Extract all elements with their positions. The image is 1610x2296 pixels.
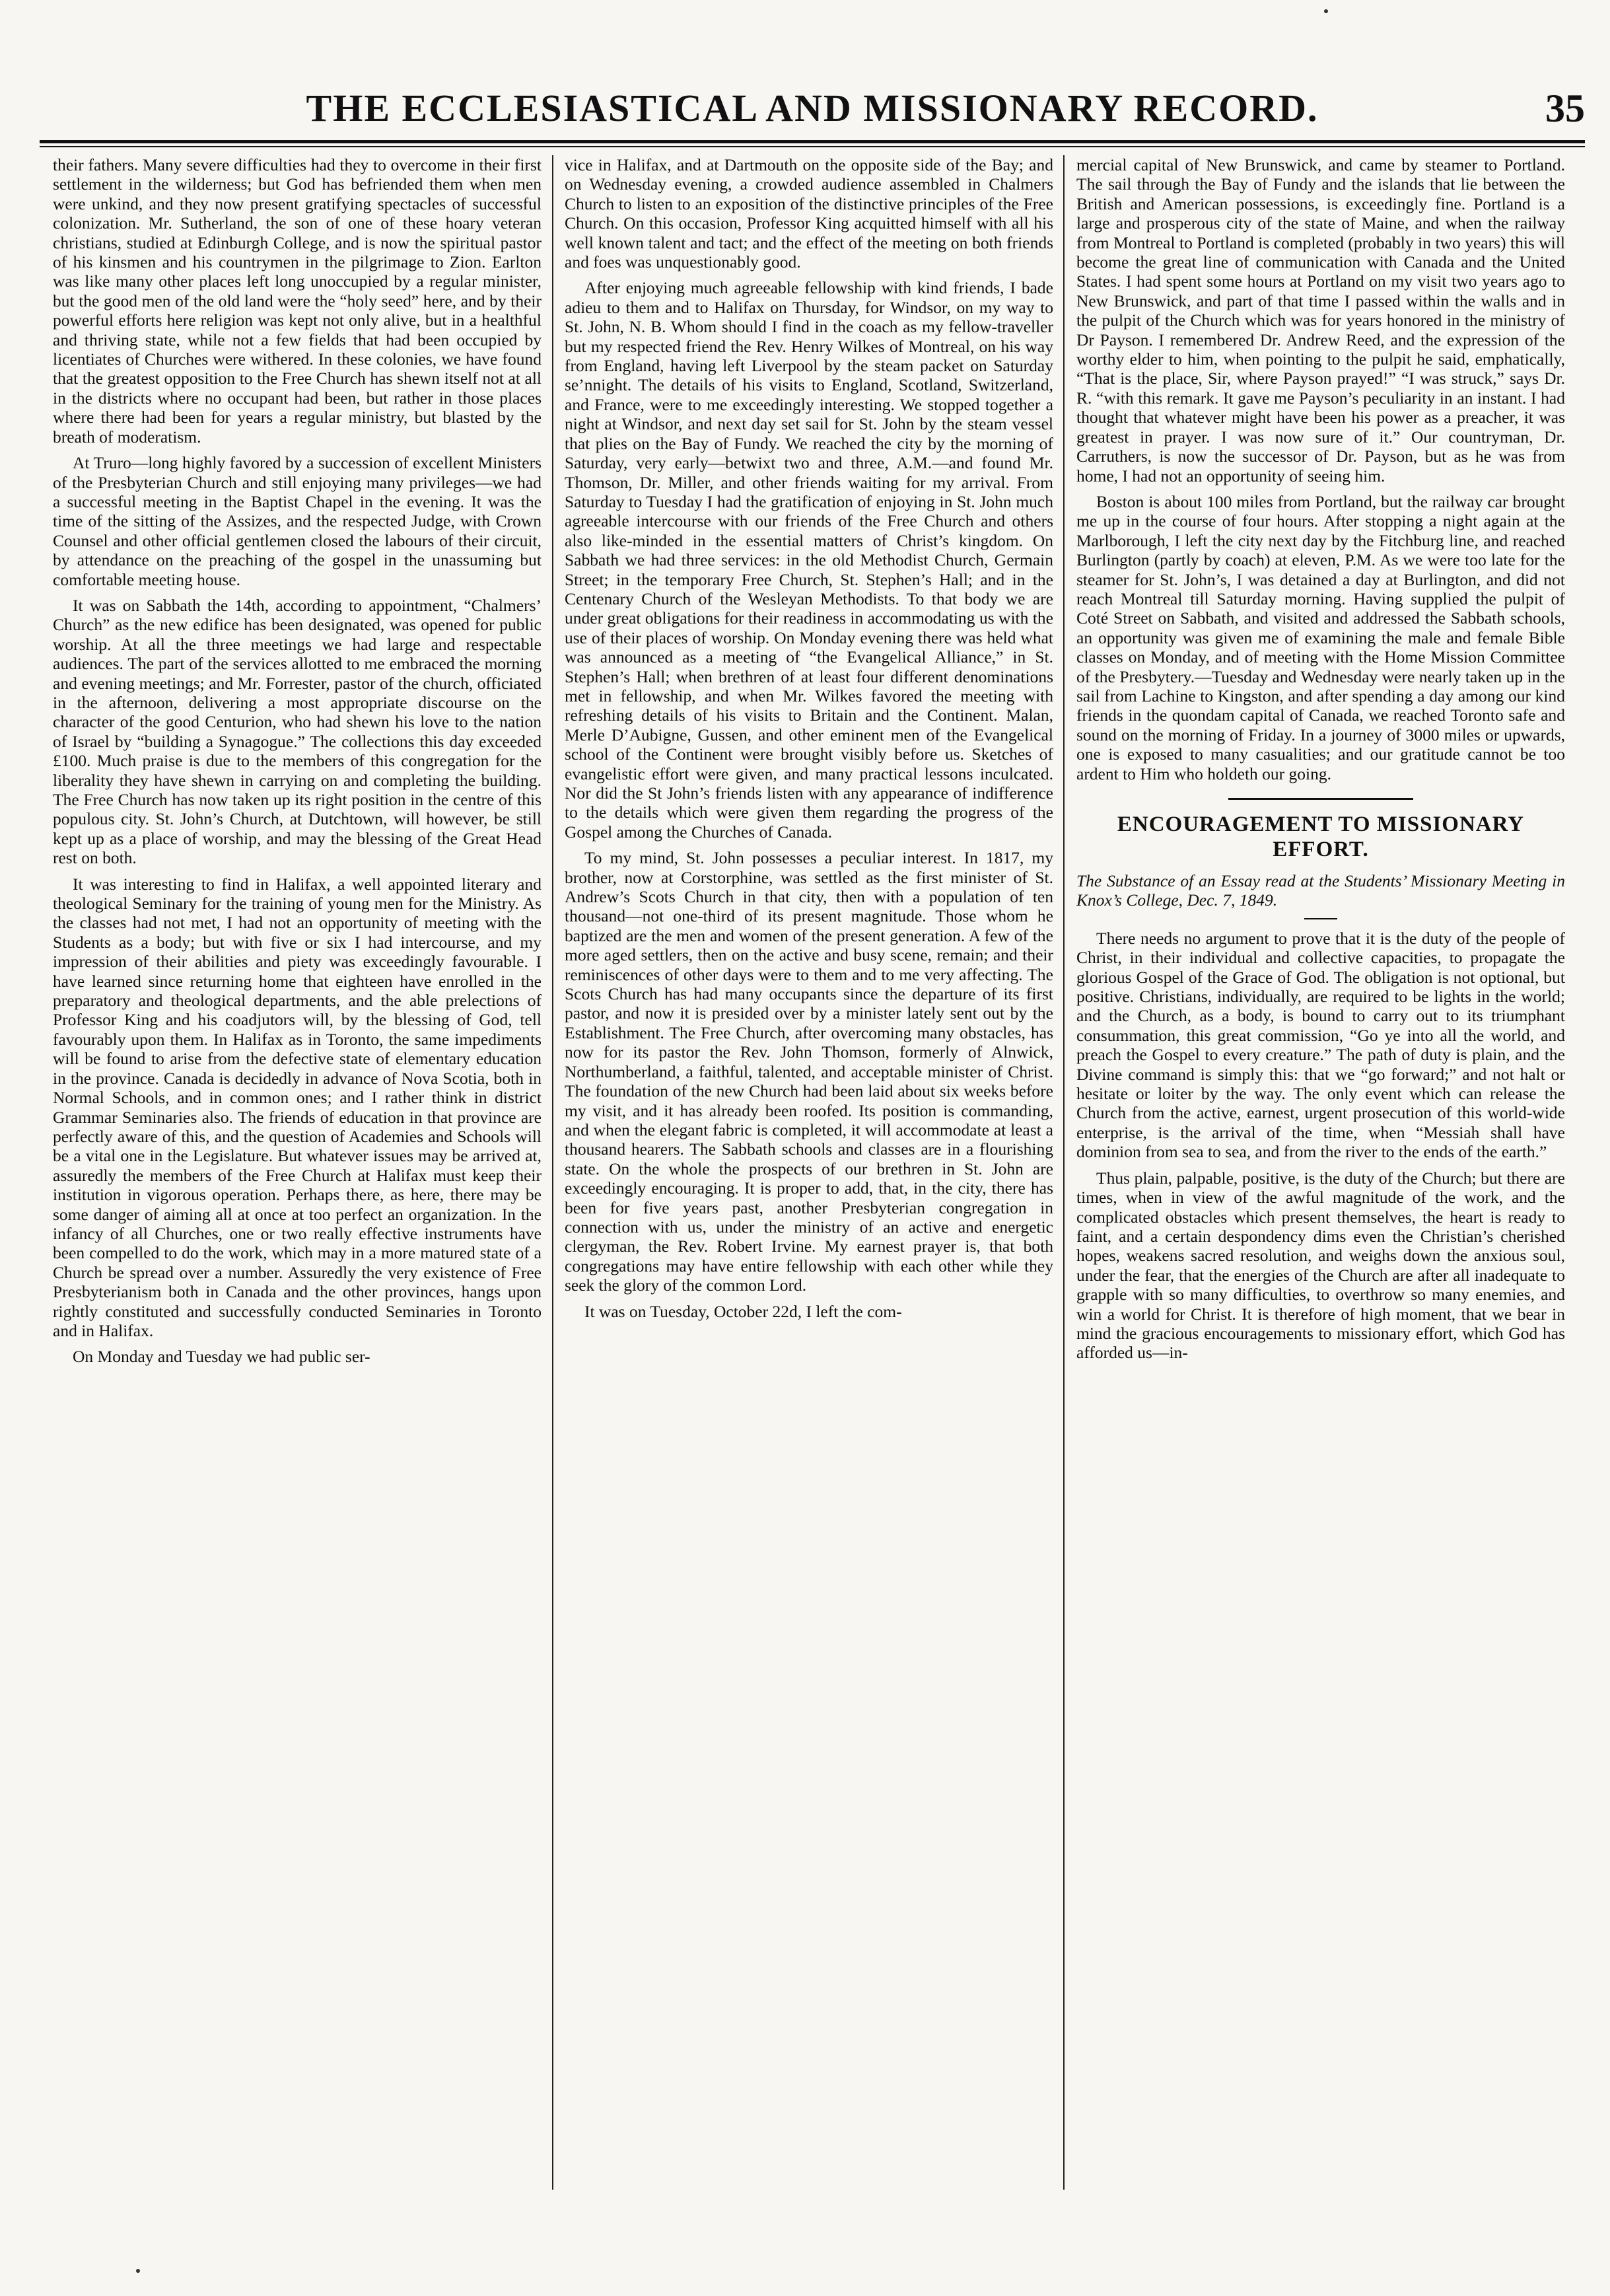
paragraph: It was on Sabbath the 14th, according to appointment, “Chalmers’ Church” as the new edifice has been designated, was opened for public worship. At all the three meetings we had large and respectable audiences. The part of the services allotted to me embraced the morning and evening meetings; and Mr. Forrester, pastor of the church, officiated in the afternoon, delivering a most appropriate discourse on the character of the good Centurion, who had shewn his love to the nation of Israel by “building a Synagogue.” The collections this day exceeded £100. Much praise is due to the members of this congregation for the liberality they have shewn in carrying on and completing the building. The Free Church has now taken up its right position in the centre of this populous city. St. John’s Church, at Dutchtown, will however, be still kept up as a place of worship, and may the blessing of the Great Head rest on both.	[53, 595, 542, 868]
print-speck	[1324, 9, 1328, 13]
paragraph: mercial capital of New Brunswick, and came by steamer to Portland. The sail through the Bay of Fundy and the islands that lie between the British and American possessions, is exceedingly fine. Portland is a large and prosperous city of the state of Maine, and when the railway from Montreal to Portland is completed (probably in two years) this will become the great line of communication with Canada and the United States. I had spent some hours at Portland on my visit two years ago to New Brunswick, and part of that time I passed within the walls and in the pulpit of the Church which was for years honored in the ministry of Dr Payson. I remembered Dr. Andrew Reed, and the expression of the worthy elder to him, when pointing to the pulpit he said, emphatically, “That is the place, Sir, where Payson prayed!” “I was struck,” says Dr. R. “with this remark. It gave me Payson’s peculiarity in an instant. I had thought that whatever might have been his power as a preacher, it was greatest in prayer. I was now sure of it.” Our countryman, Dr. Carruthers, is now the successor of Dr. Payson, but as he was from home, I had not an opportunity of seeing him.	[1076, 155, 1565, 485]
paragraph: vice in Halifax, and at Dartmouth on the opposite side of the Bay; and on Wednesday evening, a crowded audience assembled in Chalmers Church to listen to an exposition of the distinctive principles of the Free Church. On this occasion, Professor King acquitted himself with all his well known talent and tact; and the effect of the meeting on both friends and foes was unquestionably good.	[565, 155, 1053, 272]
paragraph: It was interesting to find in Halifax, a well appointed literary and theological Seminary for the training of young men for the Ministry. As the classes had not met, I had not an opportunity of meeting with the Students as a body; but with five or six I had intercourse, and my impression of their abilities and piety was exceedingly favourable. I have learned since returning home that eighteen have enrolled in the preparatory and theological departments, and the able prelections of Professor King and his coadjutors will, by the blessing of God, tell favourably upon them. In Halifax as in Toronto, the same impediments will be found to arise from the defective state of elementary education in the province. Canada is decidedly in advance of Nova Scotia, both in Normal Schools, and in common ones; and I rather think in district Grammar Seminaries also. The friends of education in that province are perfectly aware of this, and the question of Academies and Schools will be a vital one in the Legislature. But whatever issues may be arrived at, assuredly the members of the Free Church at Halifax must keep their institution in vigorous operation. Perhaps there, as here, there may be some danger of aiming all at once at too perfect an organization. In the infancy of all Churches, one or two really effective instruments have been compelled to do the work, which may in a more matured state of a Church be spread over a number. Assuredly the very existence of Free Presbyterianism both in Canada and the other provinces, hangs upon rightly constituted and successfully conducted Seminaries in Toronto and in Halifax.	[53, 874, 542, 1340]
paragraph: After enjoying much agreeable fellowship with kind friends, I bade adieu to them and to Halifax on Thursday, for Windsor, on my way to St. John, N. B. Whom should I find in the coach as my fellow-traveller but my respected friend the Rev. Henry Wilkes of Montreal, on his way from England, having left Liverpool by the steam packet on Saturday se’nnight. The details of his visits to England, Scotland, Switzerland, and France, were to me exceedingly interesting. We stopped together a night at Windsor, and next day set sail for St. John by the steam vessel that plies on the Bay of Fundy. We reached the city by the morning of Saturday, very early—betwixt two and three, A.M.—and found Mr. Thomson, Dr. Miller, and other friends waiting for my arrival. From Saturday to Tuesday I had the gratification of enjoying in St. John much agreeable intercourse with our friends of the Free Church and others also like-minded in the essential matters of Christ’s kingdom. On Sabbath we had three services: in the old Methodist Church, Germain Street; in the temporary Free Church, St. Stephen’s Hall; and in the Centenary Church of the Wesleyan Methodists. To that body we are under great obligations for their readiness in accommodating us with the use of their places of worship. On Monday evening there was held what was announced as a meeting of “the Evangelical Alliance,” in St. Stephen’s Hall; when brethren of at least four different denominations met in fellowship, and when Mr. Wilkes favored the meeting with refreshing details of his visits to Britain and the Continent. Malan, Merle D’Aubigne, Gussen, and other eminent men of the Evangelical school of the Continent were brought visibly before us. Sketches of evangelistic effort were given, and many practical lessons inculcated. Nor did the St John’s friends listen with any appearance of indifference to the details which were given them regarding the progress of the Gospel among the Churches of Canada.	[565, 278, 1053, 842]
short-rule	[1304, 918, 1337, 919]
column-1	[53, 155, 542, 1373]
page-number: 35	[1545, 87, 1585, 130]
paragraph: To my mind, St. John possesses a peculiar interest. In 1817, my brother, now at Corstorphine, was settled as the first minister of St. Andrew’s Scots Church in that city, then with a population of ten thousand—not one-third of its present magnitude. Those whom he baptized are the men and women of the present generation. A few of the more aged settlers, then on the active and busy scene, remain; and their reminiscences of other days were to them and to me very affecting. The Scots Church has had many occupants since the departure of its first pastor, and now it is presided over by a minister lately sent out by the Establishment. The Free Church, after overcoming many obstacles, has now for its pastor the Rev. John Thomson, formerly of Alnwick, Northumberland, a faithful, talented, and acceptable minister of Christ. The foundation of the new Church had been laid about six weeks before my visit, and it has already been roofed. Its position is commanding, and when the elegant fabric is completed, it will accommodate at least a thousand hearers. The Sabbath schools and classes are in a flourishing state. On the whole the prospects of our brethren in St. John are exceedingly encouraging. It is proper to add, that, in the city, there has been for five years past, another Presbyterian congregation in connection with us, under the ministry of an active and energetic clergyman, the Rev. Robert Irvine. My earnest prayer is, that both congregations may have entire fellowship with each other while they seek the glory of the common Lord.	[565, 848, 1053, 1295]
section-heading-block	[1076, 798, 1565, 862]
essay-subtitle: The Substance of an Essay read at the Students’ Missionary Meeting in Knox’s College, Dec. 7, 1849.	[1076, 871, 1565, 910]
page-header	[40, 86, 1585, 139]
section-heading: ENCOURAGEMENT TO MISSIONARY EFFORT.	[1117, 812, 1525, 861]
column-3	[1076, 155, 1565, 1369]
paragraph: At Truro—long highly favored by a succession of excellent Ministers of the Presbyterian Church and still enjoying many privileges—we had a successful meeting in the Baptist Chapel in the evening. It was the time of the sitting of the Assizes, and the respected Judge, with Crown Counsel and other official gentlemen closed the labours of their circuit, by attendance on the preaching of the gospel in the unassuming but comfortable meeting house.	[53, 453, 542, 589]
paragraph: their fathers. Many severe difficulties had they to overcome in their first settlement in the wilderness; but God has befriended them when men were unkind, and they now present gratifying spectacles of successful colonization. Mr. Sutherland, the son of one of these hoary veteran christians, studied at Edinburgh College, and is now the spiritual pastor of his kinsmen and his countrymen in the pilgrimage to Zion. Earlton was like many other places left long unoccupied by a regular minister, but the good men of the old land were the “holy seed” here, and by their powerful efforts here religion was kept not only alive, but in a healthful and thriving state, while not a few fields that had been occupied by licentiates of Churches were withered. In these colonies, we have found that the greatest opposition to the Free Church has shewn itself not at all in the districts where no occupant had been, but rather in those places where there had been for years a regular ministry, but blasted by the breath of moderatism.	[53, 155, 542, 447]
column-divider	[1063, 155, 1065, 2190]
paragraph: It was on Tuesday, October 22d, I left the com-	[584, 1301, 902, 1321]
heading-rule	[1228, 798, 1413, 800]
column-divider	[552, 155, 553, 2190]
paragraph: There needs no argument to prove that it is the duty of the people of Christ, in their individual and collective capacities, to propagate the glorious Gospel of the Grace of God. The obligation is not optional, but positive. Christians, individually, are required to be lights in the world; and the Church, as a body, is bound to carry out to its triumphant consummation, this great commission, “Go ye into all the world, and preach the Gospel to every creature.” The path of duty is plain, and the Divine command is simply this: that we “go forward;” and not halt or hesitate or loiter by the way. The only event which can release the Church from the active, earnest, urgent prosecution of this world-wide enterprise, is the arrival of the time, when “Messiah shall have dominion from sea to sea, and from the river to the ends of the earth.”	[1076, 928, 1565, 1162]
print-speck	[136, 2269, 140, 2273]
paragraph: On Monday and Tuesday we had public ser-	[73, 1347, 370, 1367]
paragraph: Thus plain, palpable, positive, is the duty of the Church; but there are times, when in view of the awful magnitude of the work, and the complicated obstacles which present themselves, the heart is ready to faint, and a certain despondency dims even the Christian’s cherished hopes, weakens sacred resolution, and weighs down the anxious soul, under the fear, that the energies of the Church are after all inadequate to grapple with so many difficulties, to overthrow so many enemies, and win a world for Christ. It is therefore of high moment, that we bear in mind the gracious encouragements to missionary effort, which God has afforded us—in-	[1076, 1168, 1565, 1363]
running-title: THE ECCLESIASTICAL AND MISSIONARY RECORD.	[306, 87, 1319, 129]
header-rule	[40, 140, 1585, 147]
column-2	[565, 155, 1053, 1328]
paragraph: Boston is about 100 miles from Portland, but the railway car brought me up in the course of four hours. After stopping a night again at the Marlborough, I left the city next day by the Fitchburg line, and reached Burlington (partly by coach) at eleven, P.M. As we were too late for the steamer for St. John’s, I was detained a day at Burlington, and did not reach Montreal till Saturday morning. Having supplied the pulpit of Coté Street on Sabbath, and visited and addressed the Sabbath schools, an opportunity was given me of examining the male and female Bible classes on Monday, and of meeting with the Home Mission Committee of the Presbytery.—Tuesday and Wednesday were nearly taken up in the sail from Lachine to Kingston, and after spending a day among our kind friends in the quondam capital of Canada, we reached Toronto safe and sound on the morning of Friday. In a journey of 3000 miles or upwards, one is exposed to many casualities; and our gratitude cannot be too ardent to Him who holdeth our going.	[1076, 491, 1565, 783]
